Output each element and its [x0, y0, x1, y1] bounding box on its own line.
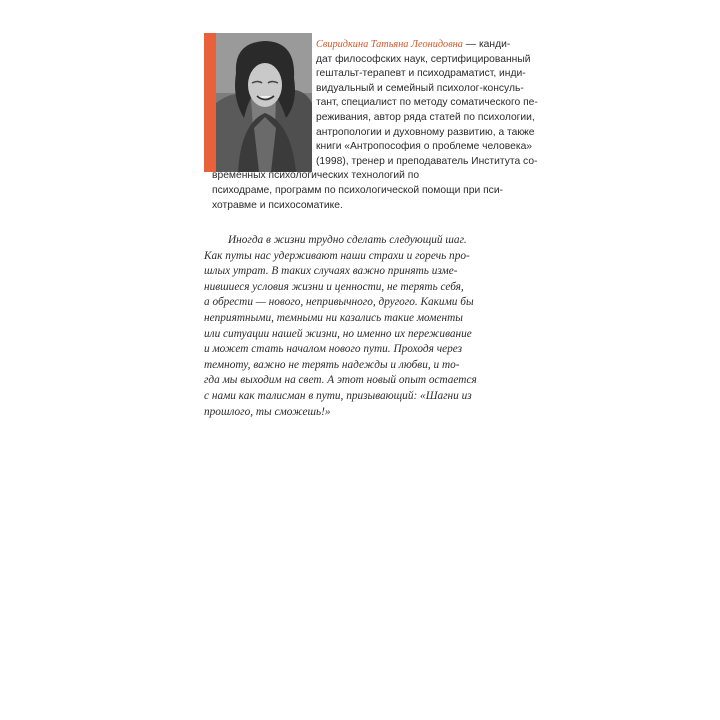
accent-bar: [204, 33, 216, 172]
bio-line: временных психологических технологий по: [212, 170, 420, 182]
quote-line: и может стать началом нового пути. Проходя через: [204, 343, 463, 356]
quote-line: темноту, важно не терять надежды и любви, и то-: [204, 358, 460, 371]
epigraph-quote: [204, 233, 546, 420]
quote-line: неприятными, темными ни казались такие моменты: [204, 311, 463, 324]
quote-line: нившиеся условия жизни и ценности, не терять себя,: [204, 280, 464, 293]
quote-line: Как путы нас удерживают наши страхи и горечь про-: [204, 249, 470, 262]
bio-line: реживания, автор ряда статей по психологии,: [316, 111, 535, 123]
author-bio: [212, 38, 546, 213]
bio-line: гештальт-терапевт и психодраматист, инди-: [316, 68, 526, 80]
bio-first-line: Свиридкина Татьяна Леонидовна — канди-: [316, 39, 511, 50]
quote-line: прошлого, ты сможешь!»: [204, 405, 331, 418]
quote-line: Иногда в жизни трудно сделать следующий шаг.: [228, 234, 467, 246]
bio-line: тант, специалист по методу соматического пе-: [316, 97, 538, 109]
bio-line: дат философских наук, сертифицированный: [316, 53, 531, 65]
quote-line: или ситуации нашей жизни, но именно их переживание: [204, 327, 472, 340]
quote-line: с нами как талисман в пути, призывающий: «Шагни из: [204, 389, 472, 402]
bio-line: видуальный и семейный психолог-консуль-: [316, 82, 524, 94]
bio-line: психодраме, программ по психологической помощи при пси-: [212, 184, 503, 196]
quote-line: гда мы выходим на свет. А этот новый опыт остается: [204, 374, 477, 387]
author-photo: [216, 33, 312, 172]
bio-line: книги «Антропософия о проблеме человека»: [316, 141, 533, 153]
quote-line: шлых утрат. В таких случаях важно принять изме-: [204, 265, 458, 278]
quote-line: а обрести — нового, непривычного, другого. Какими бы: [204, 296, 474, 309]
bio-line: хотравме и психосоматике.: [212, 199, 343, 211]
bio-line: (1998), тренер и преподаватель Института со-: [316, 155, 538, 167]
bio-line: антропологии и духовному развитию, а также: [316, 126, 535, 138]
author-name: Свиридкина Татьяна Леонидовна: [316, 39, 463, 50]
